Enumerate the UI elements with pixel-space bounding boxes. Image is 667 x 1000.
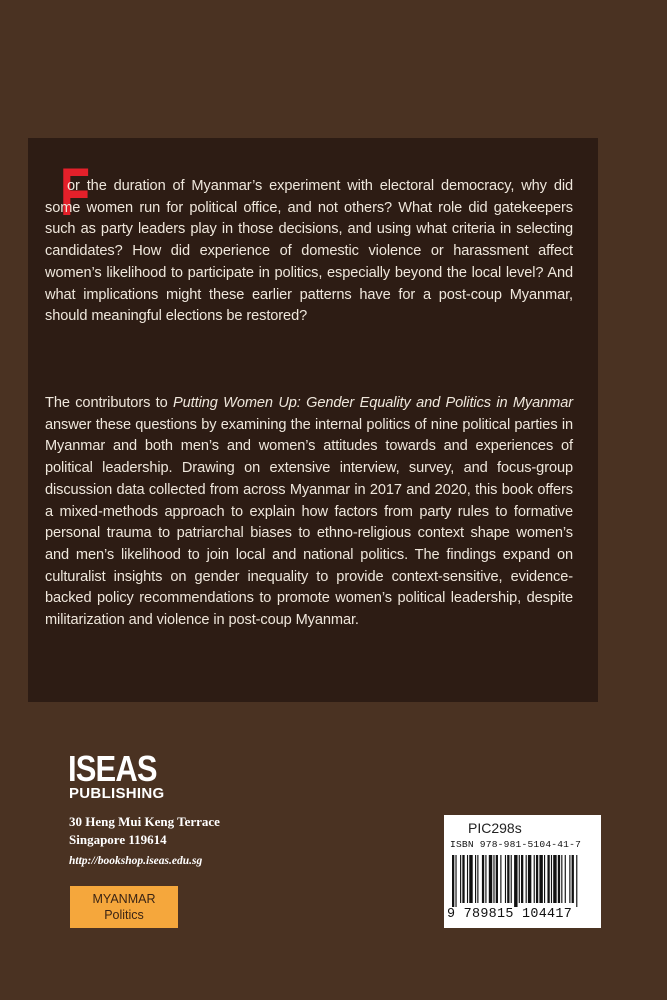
barcode-bar xyxy=(569,855,570,903)
barcode-bar xyxy=(519,855,520,903)
barcode-bar xyxy=(455,855,456,907)
barcode-bar xyxy=(514,855,517,907)
barcode-bar xyxy=(475,855,476,903)
barcode-bar xyxy=(553,855,556,903)
barcode-bar xyxy=(544,855,545,903)
category-label xyxy=(70,886,178,928)
barcode-bar xyxy=(482,855,484,903)
barcode-bar xyxy=(477,855,478,903)
publisher-address-line-2: Singapore 119614 xyxy=(69,832,167,847)
category-line-1: MYANMAR xyxy=(92,892,156,906)
publisher-logo: ISEAS xyxy=(68,748,157,789)
barcode-bar xyxy=(565,855,566,903)
barcode-bar xyxy=(507,855,509,903)
barcode-bar xyxy=(493,855,494,903)
book-title: Putting Women Up: Gender Equality and Politics in Myanmar xyxy=(173,395,573,411)
publisher-website-link[interactable]: http://bookshop.iseas.edu.sg xyxy=(69,855,203,867)
barcode-bar xyxy=(547,855,549,903)
barcode-bar xyxy=(526,855,527,903)
barcode-bar xyxy=(521,855,523,903)
barcode-bar xyxy=(536,855,538,903)
barcode-bar xyxy=(511,855,512,903)
isbn-number: ISBN 978-981-5104-41-7 xyxy=(450,839,582,850)
barcode-bar xyxy=(539,855,542,903)
barcode-bar xyxy=(561,855,562,903)
product-code: PIC298s xyxy=(468,820,522,836)
blurb-paragraph-2-lead: The contributors to xyxy=(45,395,174,411)
barcode-bar xyxy=(572,855,574,903)
barcode-bar xyxy=(452,855,454,907)
barcode-bar xyxy=(558,855,560,903)
barcode-bar xyxy=(462,855,464,903)
barcode-bar xyxy=(460,855,461,903)
publisher-address-line-1: 30 Heng Mui Keng Terrace xyxy=(69,814,220,829)
barcode-block xyxy=(444,815,601,928)
ean-number: 9 789815 104417 xyxy=(447,907,573,922)
barcode-bar xyxy=(534,855,535,903)
barcode-bar xyxy=(485,855,486,903)
barcode-bar xyxy=(467,855,468,903)
publisher-subtitle: PUBLISHING xyxy=(69,785,165,802)
category-line-2: Politics xyxy=(104,908,144,922)
barcode-bar xyxy=(505,855,506,903)
blurb-paragraph-2 xyxy=(45,393,573,632)
barcode-bar xyxy=(489,855,492,903)
drop-cap: F xyxy=(60,154,90,230)
blurb-paragraph-2-body: answer these questions by examining the internal politics of nine political parties in Myanmar and both men’s and women’s attitudes towards and experiences of political leadership. Drawing on extensive interview, survey, and focus-group discussion data collected from across Myanmar in 2017 and 2020, this book offers a mixed-methods approach to explain how factors from party rules to formative personal trauma to patriarchal biases to ethno-religious context shape women’s and men’s likelihood to join local and national politics. The findings expand on culturalist insights on gender inequality to provide context-sensitive, evidence-backed policy recommendations to promote women’s political leadership, despite militarization and violence in post-coup Myanmar. xyxy=(45,416,573,629)
barcode-bar xyxy=(469,855,472,903)
barcode-icon xyxy=(450,855,595,907)
barcode-bar xyxy=(496,855,498,903)
barcode-bar xyxy=(551,855,552,903)
barcode-bar xyxy=(528,855,531,903)
barcode-bar xyxy=(500,855,501,903)
barcode-bar xyxy=(576,855,577,907)
blurb-paragraph-1: or the duration of Myanmar’s experiment with electoral democracy, why did some women run for political office, and not others? What role did gatekeepers such as party leaders play in those decisions, and using what criteria in selecting candidates? How did experience of domestic violence or harassment affect women’s likelihood to participate in politics, especially beyond the local level? And what implications might these earlier patterns have for a post-coup Myanmar, should meaningful elections be restored? xyxy=(45,178,573,325)
